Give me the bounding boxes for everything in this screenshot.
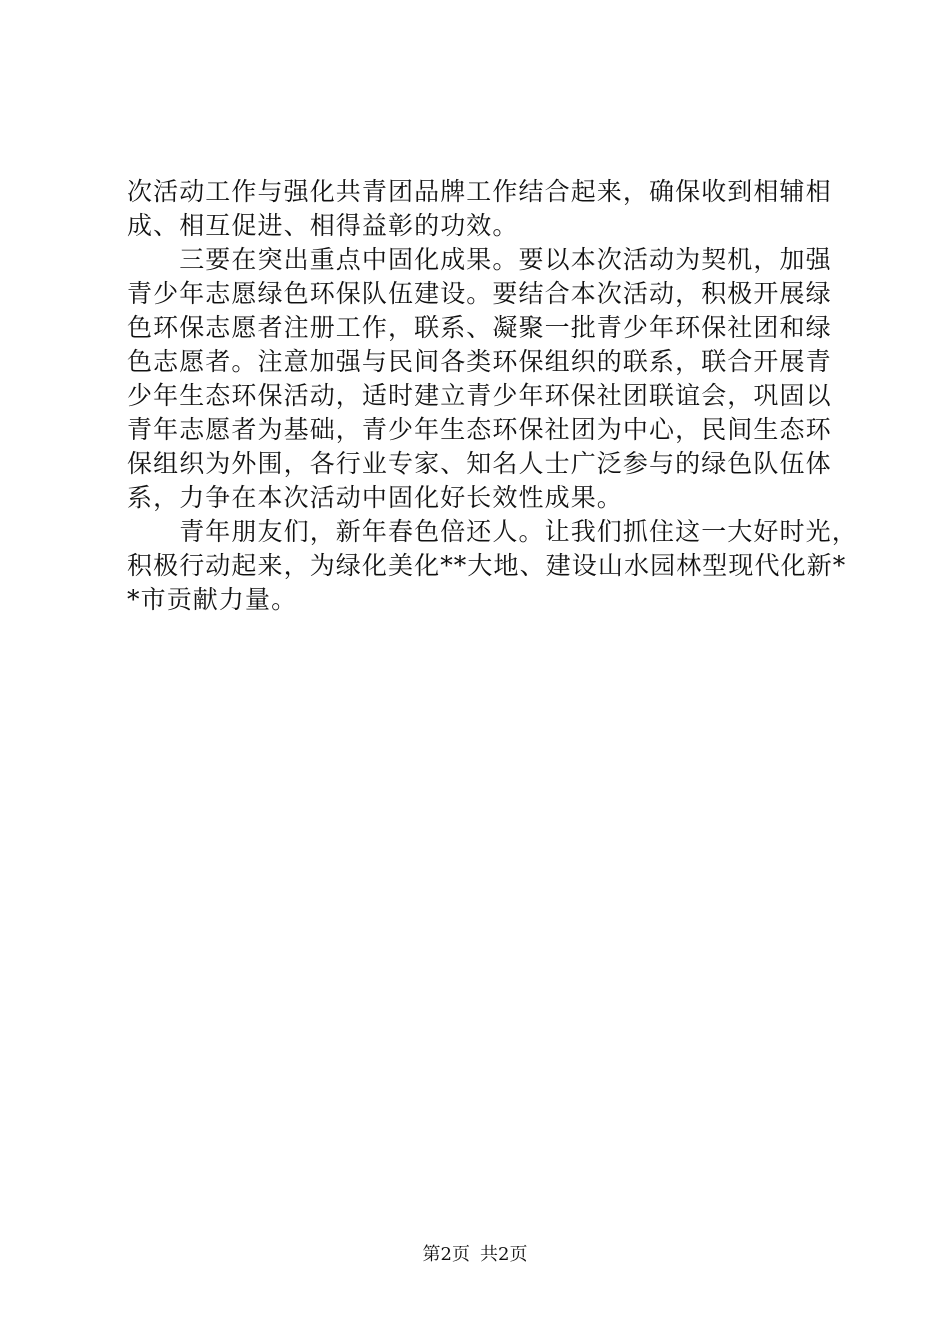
text-line: 次活动工作与强化共青团品牌工作结合起来，确保收到相辅相 bbox=[127, 177, 832, 206]
text-line: 色志愿者。注意加强与民间各类环保组织的联系，联合开展青 bbox=[127, 347, 832, 376]
page-number: 第2页 bbox=[422, 1244, 470, 1265]
text-line: 积极行动起来，为绿化美化**大地、建设山水园林型现代化新* bbox=[127, 551, 847, 580]
page-total: 共2页 bbox=[480, 1244, 528, 1265]
text-line: 色环保志愿者注册工作，联系、凝聚一批青少年环保社团和绿 bbox=[127, 313, 832, 342]
text-line: 三要在突出重点中固化成果。要以本次活动为契机，加强 bbox=[127, 245, 832, 274]
body-text bbox=[127, 175, 858, 617]
text-line: 成、相互促进、相得益彰的功效。 bbox=[127, 211, 519, 240]
text-line: 青年志愿者为基础，青少年生态环保社团为中心，民间生态环 bbox=[127, 415, 832, 444]
page-footer bbox=[0, 1243, 950, 1267]
text-line: *市贡献力量。 bbox=[127, 585, 298, 614]
text-line: 少年生态环保活动，适时建立青少年环保社团联谊会，巩固以 bbox=[127, 381, 832, 410]
text-line: 保组织为外围，各行业专家、知名人士广泛参与的绿色队伍体 bbox=[127, 449, 832, 478]
text-line: 青年朋友们，新年春色倍还人。让我们抓住这一大好时光， bbox=[127, 517, 858, 546]
text-line: 系，力争在本次活动中固化好长效性成果。 bbox=[127, 483, 623, 512]
text-line: 青少年志愿绿色环保队伍建设。要结合本次活动，积极开展绿 bbox=[127, 279, 832, 308]
